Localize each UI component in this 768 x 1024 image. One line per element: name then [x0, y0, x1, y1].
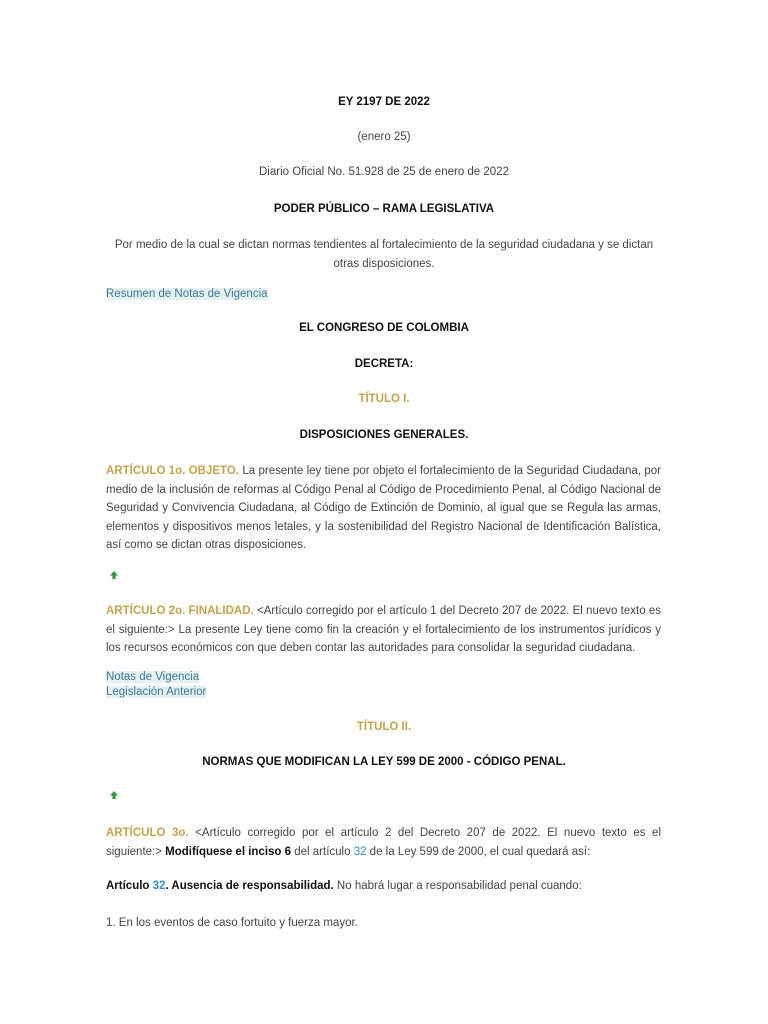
notas-vigencia-link[interactable]: Notas de Vigencia: [106, 671, 200, 683]
article-2-label: ARTÍCULO 2o. FINALIDAD.: [106, 605, 254, 617]
law-title: EY 2197 DE 2022: [338, 96, 430, 108]
titulo-2-heading: NORMAS QUE MODIFICAN LA LEY 599 DE 2000 - CÓDIGO PENAL.: [202, 756, 566, 768]
article-3-text-c: de la Ley 599 de 2000, el cual quedará así:: [366, 845, 591, 858]
back-to-top-icon-2[interactable]: [108, 789, 120, 801]
article-3-text-bold: Modifíquese el inciso 6: [165, 845, 292, 858]
decreta-heading: DECRETA:: [354, 358, 414, 370]
article-3: [106, 824, 661, 861]
article-32-number-link[interactable]: 32: [152, 880, 166, 892]
article-32-link[interactable]: 32: [353, 845, 367, 858]
congress-heading: EL CONGRESO DE COLOMBIA: [299, 322, 469, 334]
law-summary: Por medio de la cual se dictan normas tendientes al fortalecimiento de la seguridad ciudadana y se dictan otras disposiciones.: [114, 239, 654, 270]
diario-oficial: Diario Oficial No. 51.928 de 25 de enero de 2022: [259, 166, 509, 178]
legislacion-anterior-link[interactable]: Legislación Anterior: [106, 685, 207, 698]
article-2-text: <Artículo corregido por el artículo 1 del Decreto 207 de 2022. El nuevo texto es el siguiente:> La presente Ley tiene como fin la creación y el fortalecimiento de los instrumentos jurídicos y los recursos económicos con que deben contar las autoridades para consolidar la seguridad ciudadana.: [106, 605, 661, 655]
article-32-text: No habrá lugar a responsabilidad penal cuando:: [333, 880, 582, 892]
titulo-1-label: TÍTULO I.: [358, 393, 410, 405]
back-to-top-icon[interactable]: [108, 569, 120, 581]
notes-link-row: [106, 285, 661, 304]
article-1-text: La presente ley tiene por objeto el fortalecimiento de la Seguridad Ciudadana, por medio de la inclusión de reformas al Código Penal al Código de Procedimiento Penal, al Código Nacional de Seguridad y Convivencia Ciudadana, al Código de Extinción de Dominio, al igual que se Regula las armas, elementos y dispositivos menos letales, y la sostenibilidad del Registro Nacional de Identificación Balística, así como se dictan otras disposiciones.: [106, 465, 661, 552]
article-32-title: . Ausencia de responsabilidad.: [165, 880, 334, 892]
titulo-2-label: TÍTULO II.: [356, 721, 412, 733]
titulo-1-heading: DISPOSICIONES GENERALES.: [299, 429, 469, 441]
article-3-text-a: <Artículo corregido por el artículo 2 del Decreto 207 de 2022. El nuevo texto es el siguiente:>: [106, 827, 661, 858]
article-1: [106, 462, 661, 555]
article-32-item-1: 1. En los eventos de caso fortuito y fuerza mayor.: [106, 917, 358, 929]
article-32: [106, 877, 661, 896]
branch-heading: PODER PÚBLICO – RAMA LEGISLATIVA: [273, 203, 495, 215]
notes-vigencia-summary-link[interactable]: Resumen de Notas de Vigencia: [106, 288, 268, 300]
law-date: (enero 25): [357, 131, 411, 143]
article-1-label: ARTÍCULO 1o. OBJETO.: [106, 465, 239, 477]
article-2-links: [106, 670, 661, 699]
article-32-label: Artículo: [106, 880, 153, 892]
article-2: [106, 602, 661, 658]
article-3-text-b: del artículo: [291, 845, 354, 858]
article-3-label: ARTÍCULO 3o.: [106, 827, 189, 839]
